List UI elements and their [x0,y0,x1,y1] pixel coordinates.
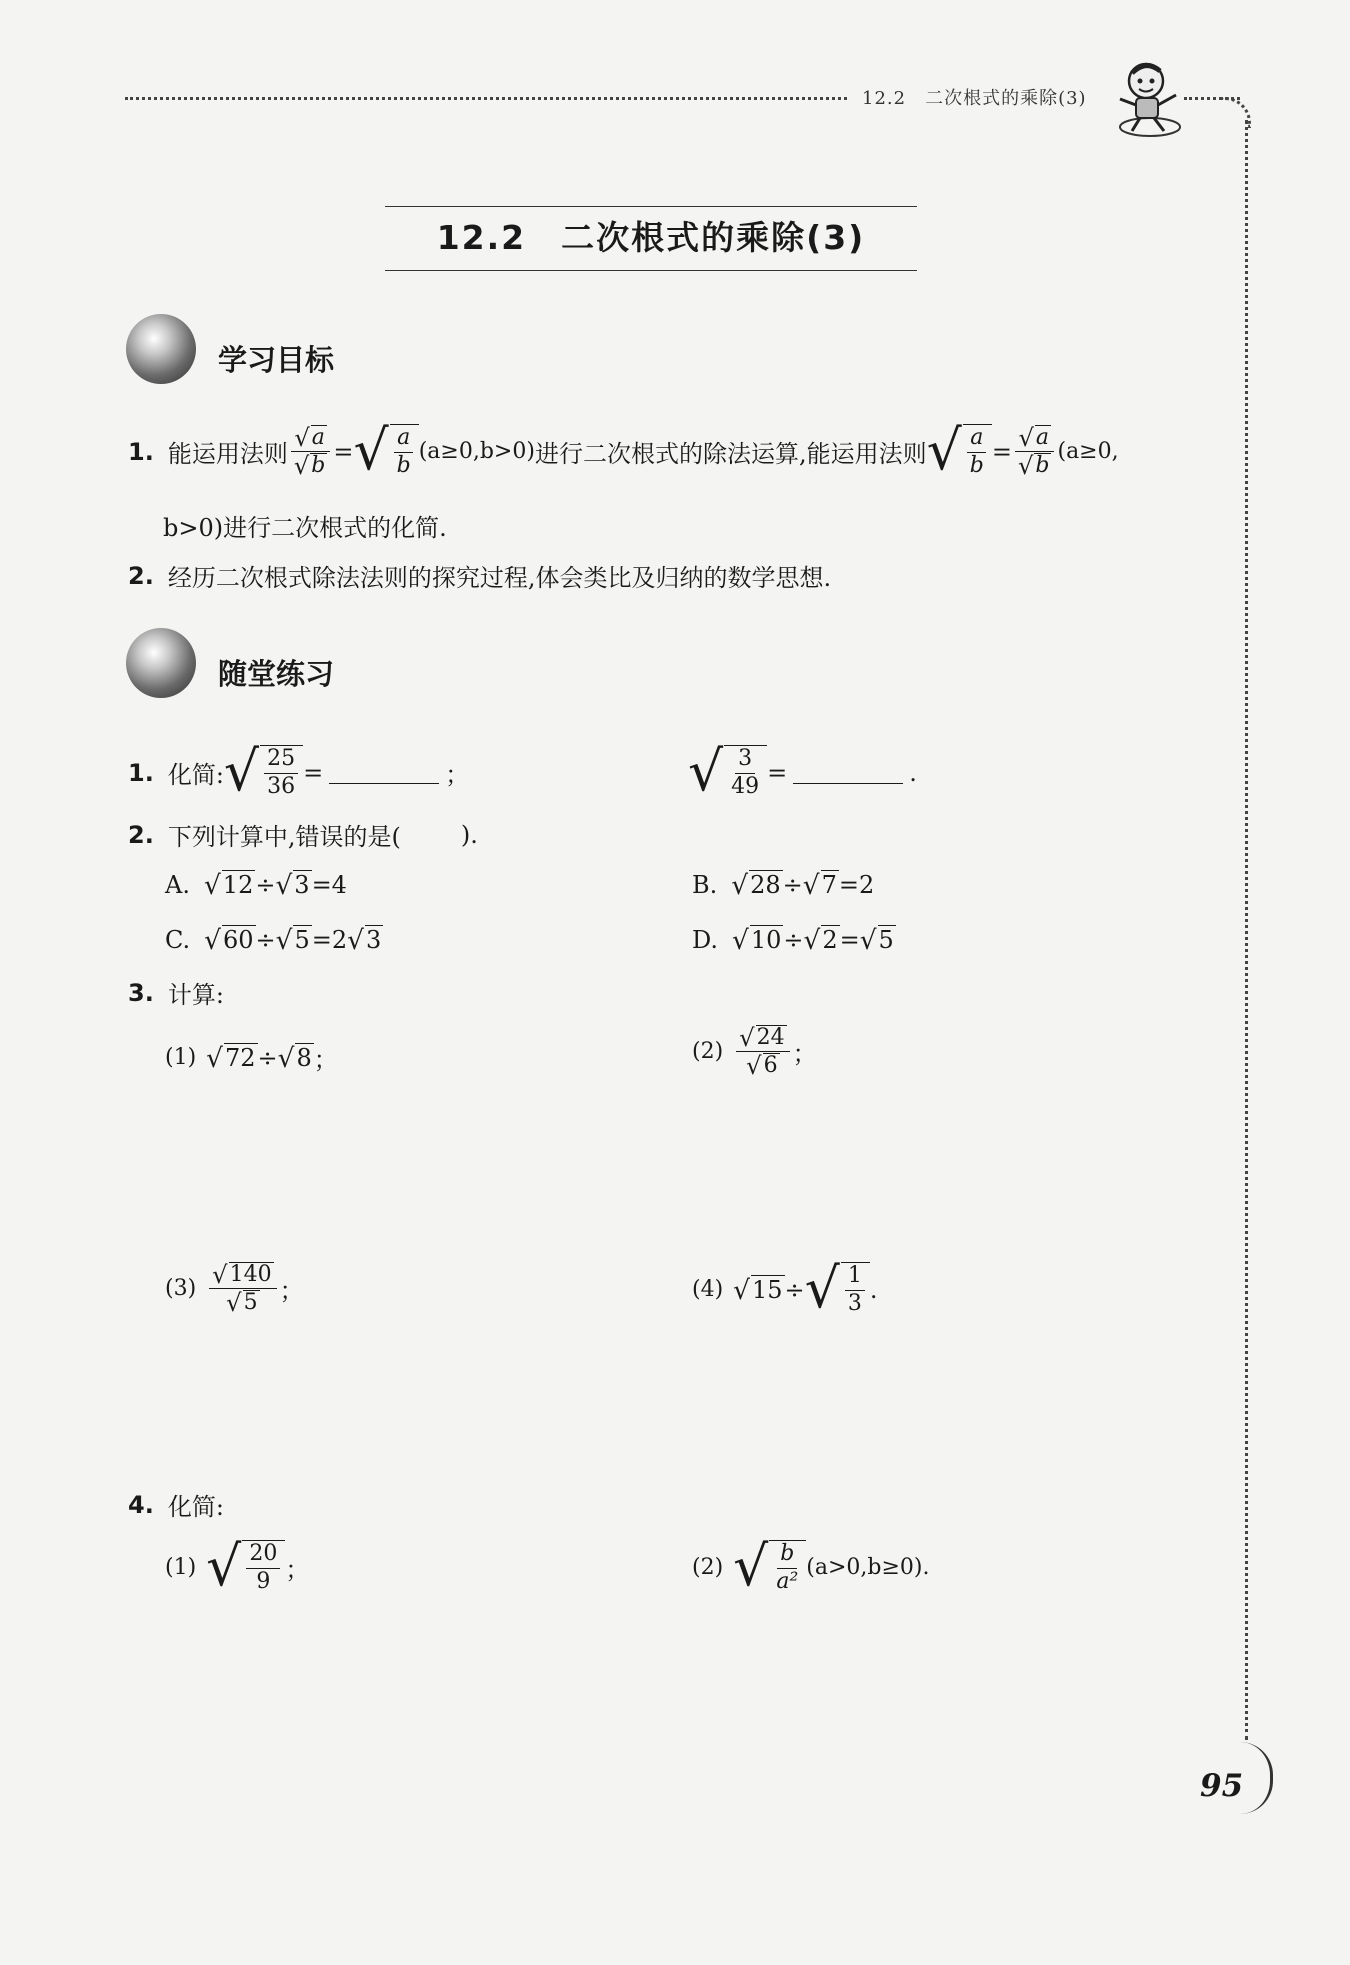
q1-answer-blank-2[interactable] [793,761,903,784]
q4-part-2: (2) √ $\frac{b}{\text{a²}}$ (a>0,b≥0). [692,1535,930,1599]
rule-frac-left: √ a √ b [291,425,331,478]
goal-1-text-b: 进行二次根式的除法运算,能运用法则 [534,440,927,469]
q4-label: 化简: [167,1493,224,1521]
question-1b [688,740,917,804]
q1-b-sqrt: √ $\frac{3}{49}$ [688,745,767,800]
goal-1-line2: b>0)进行二次根式的化简. [163,514,447,542]
page-number-bracket [1240,1742,1273,1814]
mascot-icon [1110,55,1188,140]
q3-label: 计算: [167,981,224,1009]
q1-separator: ； [445,761,470,790]
page-title: 12.2 二次根式的乘除(3) [436,218,866,257]
q2-number: 2. [128,820,154,849]
equals-sign: = [333,437,354,466]
q1-a-sqrt: √ $\frac{25}{36}$ [224,745,303,800]
goal-2-text: 经历二次根式除法法则的探究过程,体会类比及归纳的数学思想. [167,564,832,592]
q1b-end: . [909,758,917,787]
header-dotted-rule [125,97,847,100]
q3-number: 3. [128,978,154,1007]
q4-number: 4. [128,1490,154,1519]
goal-1-cond1: (a≥0,b>0) [418,439,535,465]
q1-number: 1. [128,758,154,787]
goal-2-number: 2. [128,561,154,590]
goal-1-number: 1. [128,437,154,466]
question-3 [128,975,224,1010]
equals-sign: = [991,437,1012,466]
q3-part-1: (1) √ 72 ÷ √ 8 ； [165,1042,338,1074]
q2-option-d[interactable]: D. √ 10 ÷ √ 2 = √ 5 [692,924,894,956]
q2-option-c[interactable]: C. √ 60 ÷ √ 5 =2 √ 3 [165,924,382,956]
q1-answer-blank-1[interactable] [329,761,439,784]
question-4 [128,1487,224,1522]
q1-label: 化简: [167,761,224,790]
q1-equals: = [303,758,324,787]
running-title: 12.2 二次根式的乘除(3) [862,88,1087,109]
q1b-equals: = [767,758,788,787]
title-rule-bottom [385,270,917,271]
goal-1-text-a: 能运用法则 [167,440,288,469]
q3-part-2: (2) √ 24 √ 6 ； [692,1023,817,1081]
section-title-goals: 学习目标 [218,343,335,377]
goal-item-1 [128,419,1119,483]
q3-part-4: (4) √ 15 ÷ √ $\frac{1}{3}$ . [692,1257,878,1321]
q2-close: ). [460,820,478,849]
q2-text: 下列计算中,错误的是( [167,823,401,851]
section-ball-icon [126,314,196,384]
section-title-practice: 随堂练习 [218,657,335,691]
question-1 [128,740,470,804]
page-number: 95 [1200,1768,1244,1804]
q2-option-a[interactable]: A. √ 12 ÷ √ 3 =4 [165,869,347,901]
goal-item-2 [128,558,831,593]
margin-dotted-rule [1245,120,1248,1740]
title-rule-top [385,206,917,207]
section-globe-icon [126,628,196,698]
q4-part-1: (1) √ $\frac{20}{9}$ ； [165,1535,310,1599]
rule2-frac-right: √ a √ b [1015,425,1055,478]
rule2-sqrt-frac: √ $\frac{a}{b}$ [927,424,992,479]
q3-part-3: (3) √ 140 √ 5 ； [165,1260,304,1318]
rule-sqrt-frac: √ $\frac{a}{b}$ [353,424,418,479]
question-2 [128,817,478,852]
goal-1-cond2: (a≥0, [1057,439,1119,465]
q2-option-b[interactable]: B. √ 28 ÷ √ 7 =2 [692,869,875,901]
